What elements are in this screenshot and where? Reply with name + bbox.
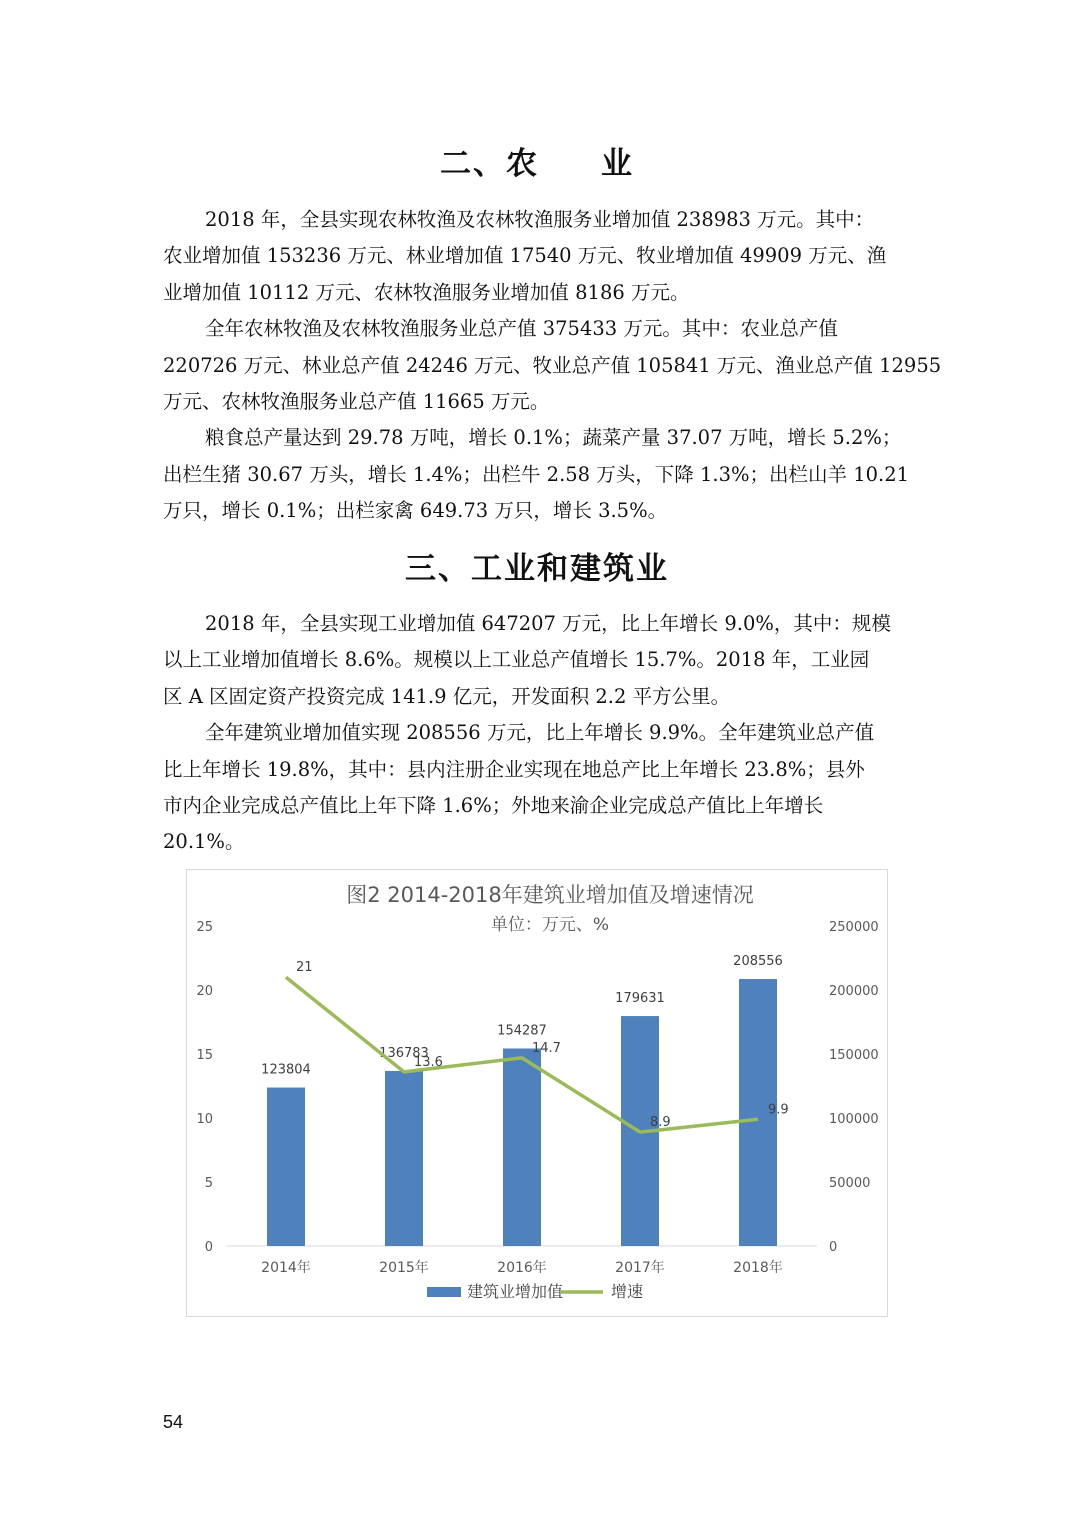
page-number: 54 [163, 1412, 184, 1432]
text-line: 2018 年，全县实现农林牧渔及农林牧渔服务业增加值 238983 万元。其中： [205, 208, 875, 231]
section-3-title: 三、工业和建筑业 [405, 551, 669, 587]
x-axis-category-label: 2014年 [261, 1260, 311, 1276]
text-line: 比上年增长 19.8%，其中：县内注册企业实现在地总产比上年增长 23.8%；县外 [163, 757, 865, 781]
left-axis-tick-label: 15 [196, 1048, 213, 1063]
section-2-title: 二、农 业 [440, 146, 634, 182]
text-line: 全年建筑业增加值实现 208556 万元，比上年增长 9.9%。全年建筑业总产值 [205, 721, 875, 745]
right-axis-tick-label: 0 [829, 1240, 838, 1255]
text-line: 2018 年，全县实现工业增加值 647207 万元，比上年增长 9.0%，其中：规模 [205, 612, 891, 635]
text-line: 全年农林牧渔及农林牧渔服务业总产值 375433 万元。其中：农业总产值 [205, 317, 838, 341]
x-axis-category-label: 2018年 [733, 1260, 783, 1276]
section-2-body [163, 202, 942, 530]
bar-data-label: 154287 [497, 1023, 547, 1039]
bar-data-label: 123804 [261, 1062, 311, 1078]
bar [503, 1049, 541, 1246]
chart-subtitle: 单位：万元、% [490, 915, 610, 935]
bar [385, 1071, 423, 1246]
right-axis-tick-label: 100000 [829, 1112, 879, 1127]
left-axis-tick-label: 20 [196, 984, 213, 999]
right-axis-tick-label: 150000 [829, 1048, 879, 1063]
combo-chart [187, 870, 887, 1316]
left-axis-tick-label: 25 [196, 920, 213, 935]
section-3-body [163, 606, 913, 861]
text-line: 20.1%。 [163, 830, 245, 854]
bar-data-label: 179631 [615, 991, 665, 1007]
bar-data-label: 136783 [379, 1045, 429, 1061]
right-axis-tick-label: 250000 [829, 920, 879, 935]
bar [267, 1088, 305, 1246]
x-axis-category-label: 2017年 [615, 1260, 665, 1276]
x-axis-category-label: 2016年 [497, 1260, 547, 1276]
bar-data-label: 208556 [733, 954, 783, 970]
line-data-label: 21 [296, 960, 313, 976]
text-line: 粮食总产量达到 29.78 万吨，增长 0.1%；蔬菜产量 37.07 万吨，增长 5.2%； [205, 426, 902, 450]
legend-swatch-bar [427, 1287, 461, 1297]
line-data-label: 9.9 [768, 1102, 789, 1118]
left-axis-tick-label: 5 [204, 1176, 213, 1191]
text-line: 业增加值 10112 万元、农林牧渔服务业增加值 8186 万元。 [163, 280, 690, 304]
line-data-label: 13.6 [414, 1054, 443, 1070]
left-axis-tick-label: 10 [196, 1112, 213, 1127]
text-line: 220726 万元、林业总产值 24246 万元、牧业总产值 105841 万元、渔业总产值 12955 [163, 353, 942, 377]
text-line: 市内企业完成总产值比上年下降 1.6%；外地来渝企业完成总产值比上年增长 [163, 794, 824, 818]
text-line: 万元、农林牧渔服务业总产值 11665 万元。 [163, 390, 550, 414]
line-data-label: 8.9 [650, 1115, 671, 1131]
legend-label-line: 增速 [611, 1282, 644, 1301]
x-axis-category-label: 2015年 [379, 1260, 429, 1276]
line-data-label: 14.7 [532, 1040, 561, 1056]
text-line: 区 A 区固定资产投资完成 141.9 亿元，开发面积 2.2 平方公里。 [163, 684, 731, 708]
right-axis-tick-label: 50000 [829, 1176, 871, 1191]
text-line: 出栏生猪 30.67 万头，增长 1.4%；出栏牛 2.58 万头，下降 1.3%；出栏山羊 10.21 [163, 462, 910, 486]
left-axis-tick-label: 0 [204, 1240, 213, 1255]
legend-label-bar: 建筑业增加值 [467, 1282, 564, 1301]
right-axis-tick-label: 200000 [829, 984, 879, 999]
chart-title: 图2 2014-2018年建筑业增加值及增速情况 [346, 883, 754, 907]
text-line: 农业增加值 153236 万元、林业增加值 17540 万元、牧业增加值 49909 万元、渔 [163, 244, 887, 268]
chart-frame [186, 869, 888, 1317]
text-line: 万只，增长 0.1%；出栏家禽 649.73 万只，增长 3.5%。 [163, 499, 668, 523]
text-line: 以上工业增加值增长 8.6%。规模以上工业总产值增长 15.7%。2018 年，工业园 [163, 648, 870, 672]
